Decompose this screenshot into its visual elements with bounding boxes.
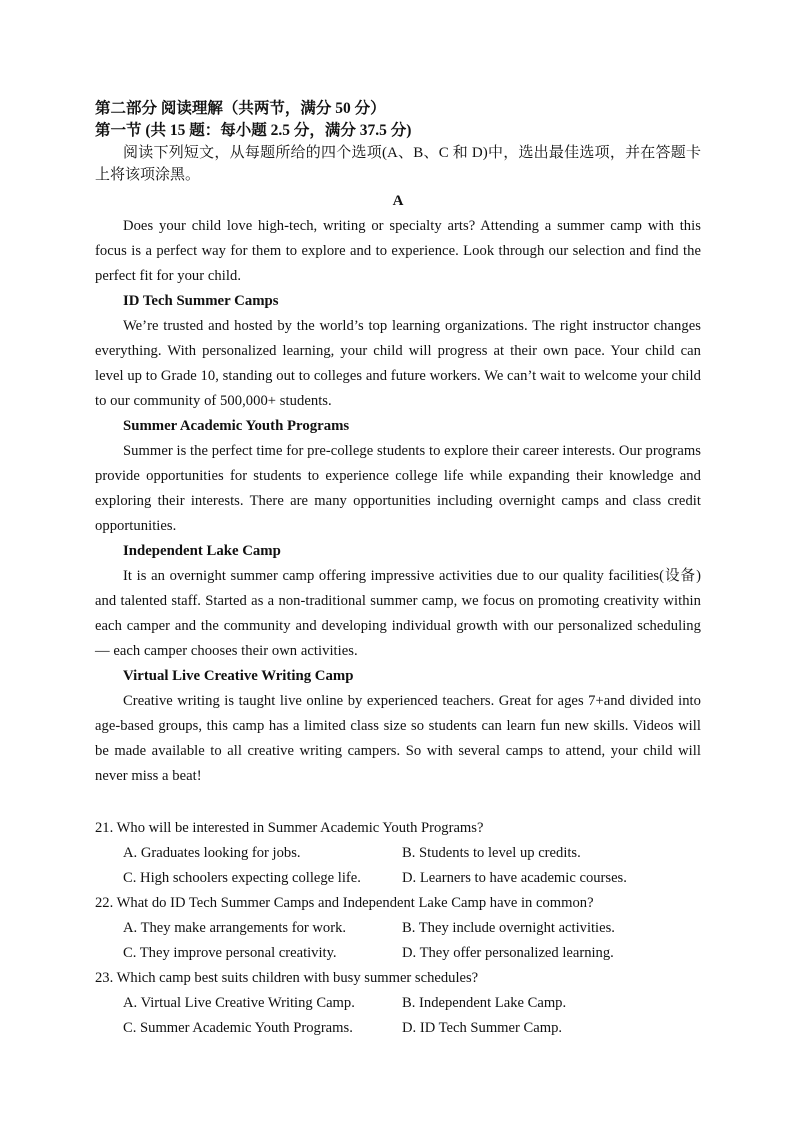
option-d: D. They offer personalized learning. bbox=[402, 945, 614, 961]
camp-text-summer-academic: Summer is the perfect time for pre-college students to explore their career interests. Our programs provide opportunities for students to experience college life while expanding their knowledge and exploring their interests. There are many opportunities including overnight camps and class credit opportunities. bbox=[95, 443, 701, 534]
option-b: B. Independent Lake Camp. bbox=[402, 995, 567, 1011]
camp-heading-id-tech: ID Tech Summer Camps bbox=[123, 293, 279, 309]
option-c: C. High schoolers expecting college life. bbox=[123, 870, 361, 886]
option-b: B. They include overnight activities. bbox=[402, 920, 615, 936]
option-b: B. Students to level up credits. bbox=[402, 845, 581, 861]
question-23 bbox=[95, 966, 701, 1041]
option-a: A. Graduates looking for jobs. bbox=[123, 845, 301, 861]
passage-label: A bbox=[392, 193, 404, 209]
option-a: A. They make arrangements for work. bbox=[123, 920, 347, 936]
passage-intro: Does your child love high-tech, writing or specialty arts? Attending a summer camp with this focus is a perfect way for them to explore and to experience. Look through our selection and find the perfect fit for your child. bbox=[95, 218, 701, 284]
question-21 bbox=[95, 816, 701, 891]
question-stem: 23. Which camp best suits children with busy summer schedules? bbox=[95, 970, 479, 986]
camp-text-id-tech: We’re trusted and hosted by the world’s top learning organizations. The right instructor changes everything. With personalized learning, your child will progress at their own pace. Your child can level up to Grade 10, standing out to colleges and future workers. We can’t wait to welcome your child to our community of 500,000+ students. bbox=[95, 318, 701, 409]
camp-heading-virtual-writing: Virtual Live Creative Writing Camp bbox=[123, 668, 354, 684]
option-d: D. ID Tech Summer Camp. bbox=[402, 1020, 563, 1036]
instructions: 阅读下列短文，从每题所给的四个选项(A、B、C 和 D)中，选出最佳选项，并在答题卡上将该项涂黑。 bbox=[95, 145, 701, 183]
part-title: 第二部分 阅读理解（共两节，满分 50 分） bbox=[95, 100, 386, 117]
exam-page bbox=[95, 98, 701, 1041]
option-a: A. Virtual Live Creative Writing Camp. bbox=[123, 995, 355, 1011]
camp-heading-summer-academic: Summer Academic Youth Programs bbox=[123, 418, 350, 434]
question-stem: 21. Who will be interested in Summer Academic Youth Programs? bbox=[95, 820, 484, 836]
question-22 bbox=[95, 891, 701, 966]
question-stem: 22. What do ID Tech Summer Camps and Independent Lake Camp have in common? bbox=[95, 895, 594, 911]
camp-text-independent-lake: It is an overnight summer camp offering impressive activities due to our quality facilities(设备) and talented staff. Started as a non-traditional summer camp, we focus on promoting creativity within each camper and the community and developing individual growth with our personalized scheduling — each camper chooses their own activities. bbox=[95, 568, 701, 659]
option-c: C. They improve personal creativity. bbox=[123, 945, 337, 961]
option-d: D. Learners to have academic courses. bbox=[402, 870, 627, 886]
camp-text-virtual-writing: Creative writing is taught live online by experienced teachers. Great for ages 7+and divided into age-based groups, this camp has a limited class size so students can learn fun new skills. Videos will be made available to all creative writing campers. So with several camps to attend, your child will never miss a beat! bbox=[95, 693, 701, 784]
section-title: 第一节 (共 15 题：每小题 2.5 分，满分 37.5 分) bbox=[95, 122, 412, 139]
camp-heading-independent-lake: Independent Lake Camp bbox=[123, 543, 281, 559]
option-c: C. Summer Academic Youth Programs. bbox=[123, 1020, 353, 1036]
question-list bbox=[95, 816, 701, 1041]
